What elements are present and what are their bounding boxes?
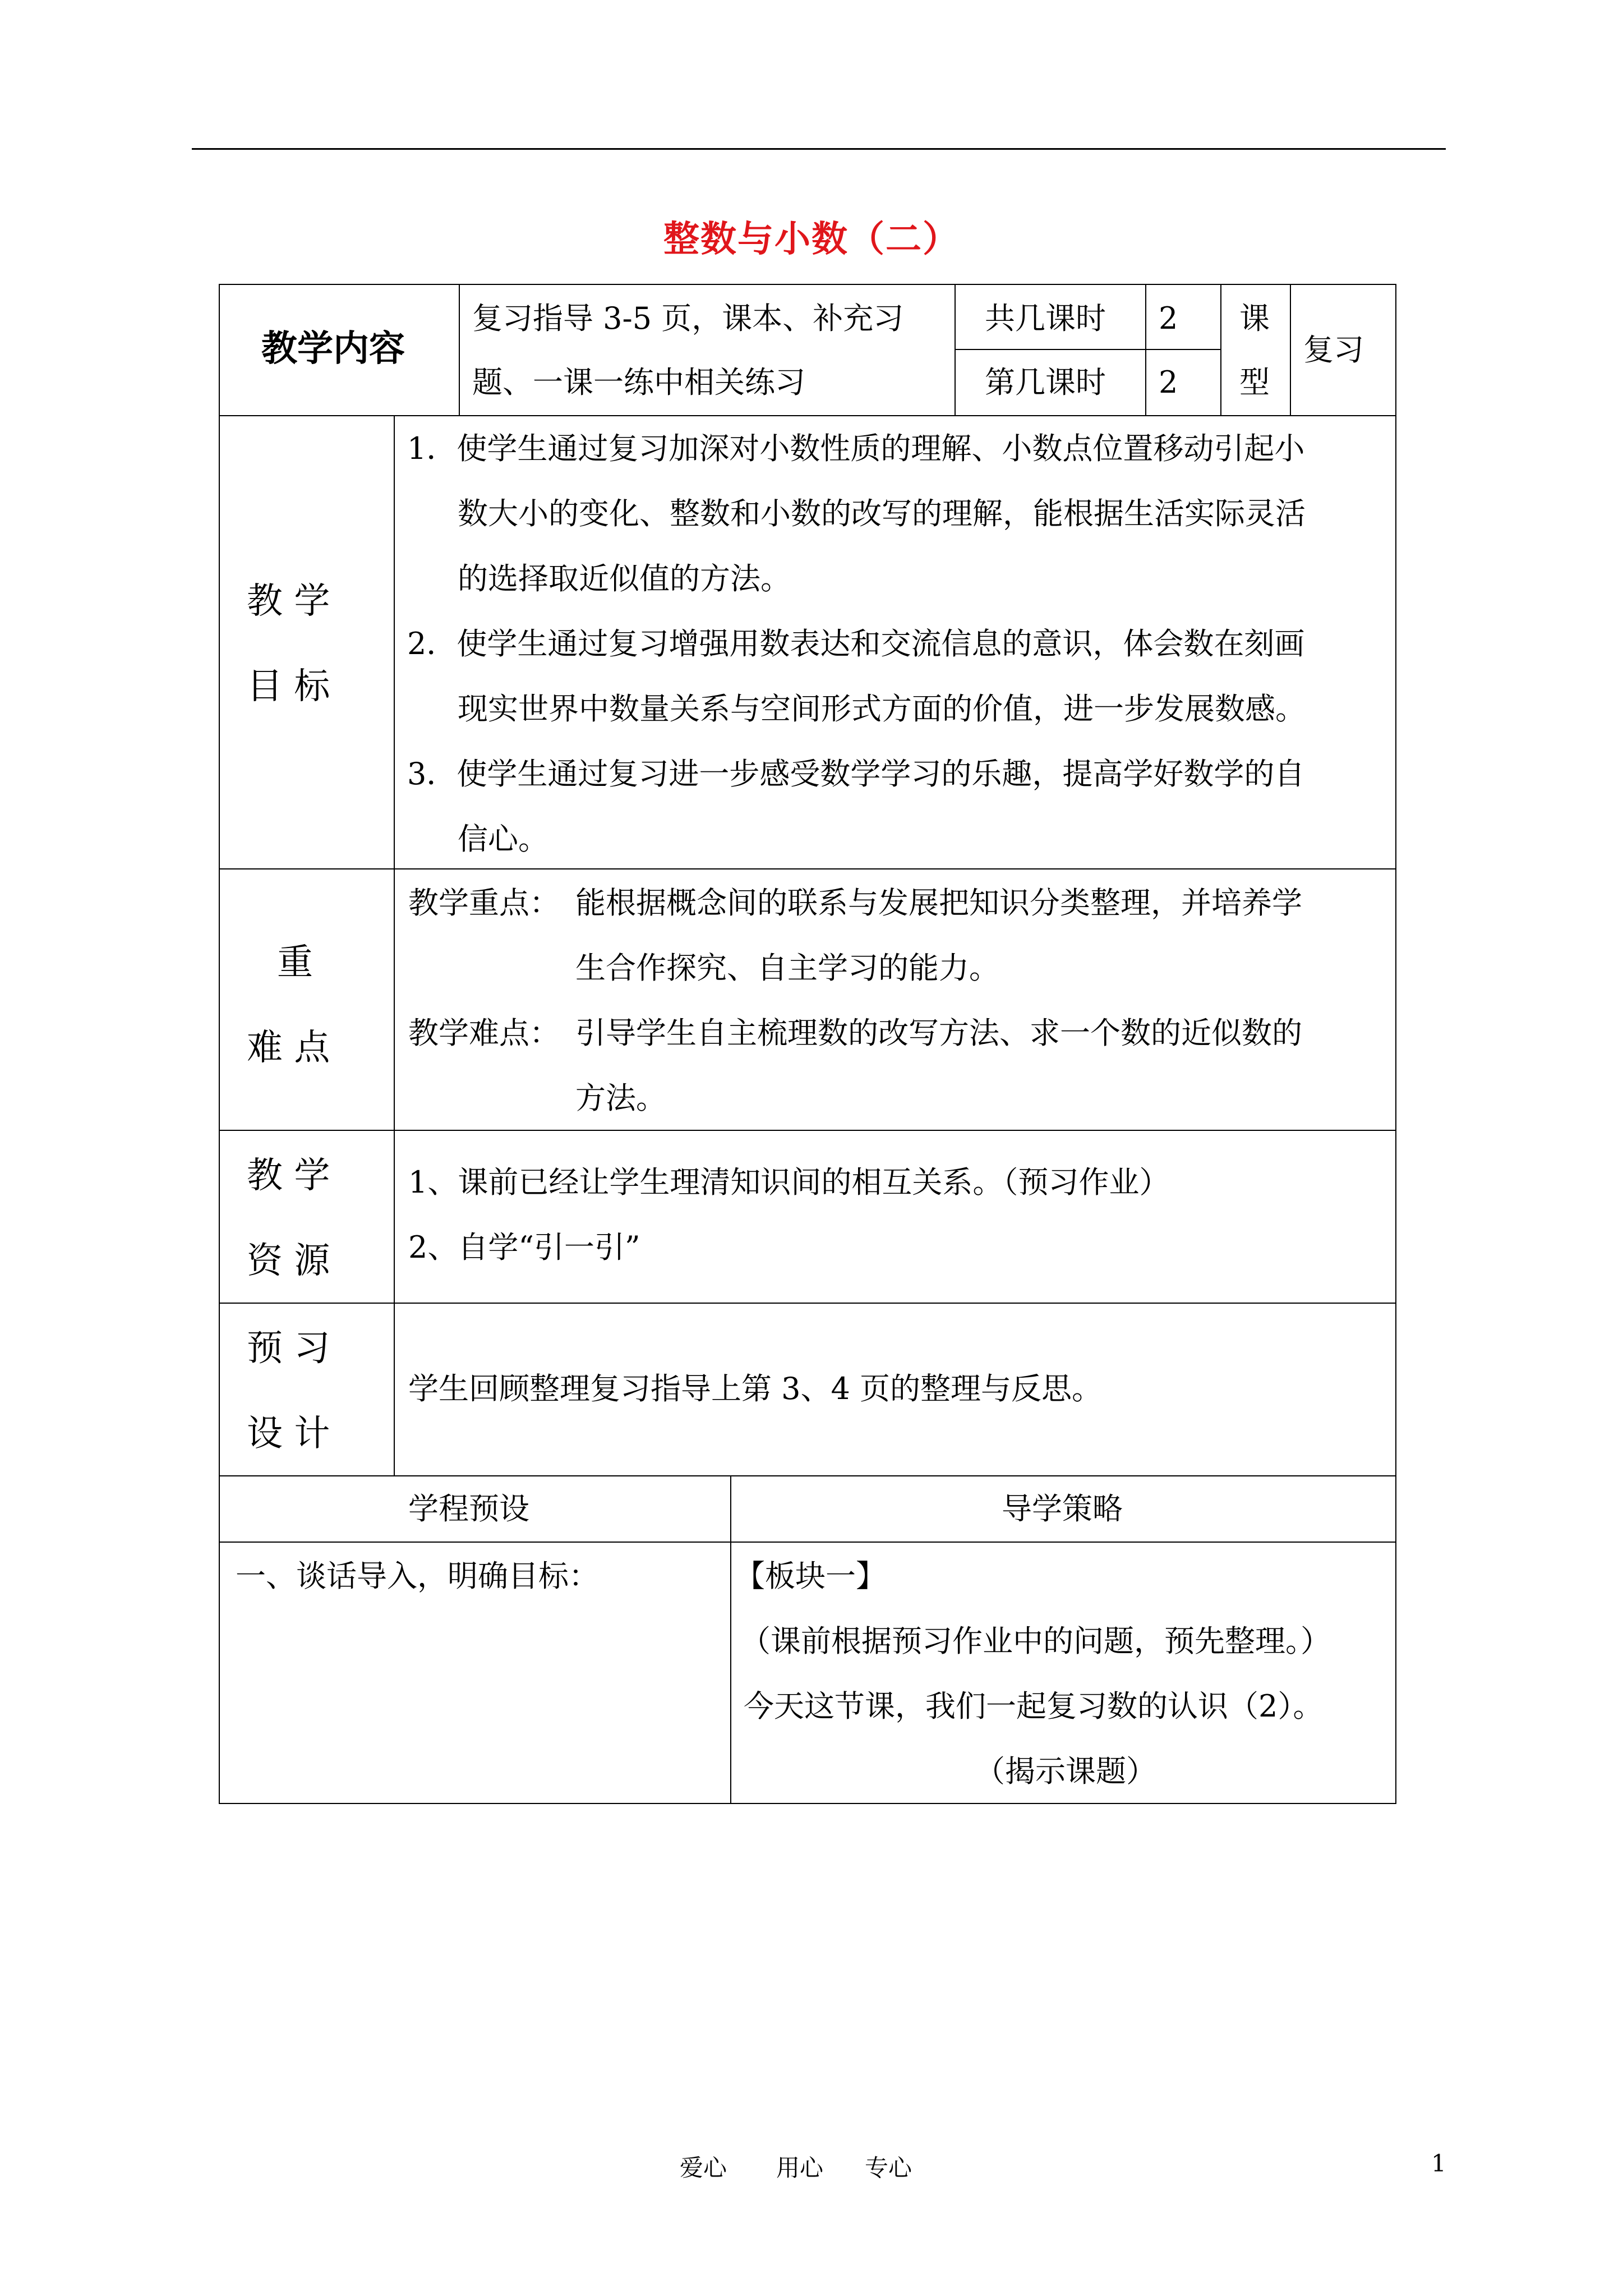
process-col-divider	[730, 1475, 731, 1804]
footer-text-2: 用心	[776, 2154, 824, 2182]
objective-line: 3．使学生通过复习进一步感受数学学习的乐趣，提高学好数学的自	[407, 756, 1305, 792]
preview-label-bottom: 设 计	[247, 1413, 330, 1455]
objectives-label-top: 教 学	[247, 581, 330, 622]
col-divider	[459, 284, 460, 415]
label-col-divider	[394, 415, 395, 1475]
col-divider	[1290, 284, 1291, 415]
preview-label-top: 预 习	[247, 1328, 330, 1369]
key-point-line-1: 能根据概念间的联系与发展把知识分类整理，并培养学	[575, 885, 1302, 921]
type-value: 复习	[1303, 332, 1364, 367]
process-left-header: 学程预设	[408, 1491, 529, 1526]
nth-period-value: 2	[1159, 365, 1178, 400]
difficult-point-line-1: 引导学生自主梳理数的改写方法、求一个数的近似数的	[575, 1015, 1302, 1051]
type-label-top: 课	[1239, 301, 1270, 336]
difficult-point-line-2: 方法。	[575, 1080, 666, 1116]
col-divider	[1220, 284, 1221, 415]
key-point-line-2: 生合作探究、自主学习的能力。	[575, 950, 999, 986]
page-number: 1	[1431, 2150, 1446, 2177]
process-right-line-1: 【板块一】	[735, 1558, 886, 1594]
objective-line: 的选择取近似值的方法。	[458, 561, 791, 596]
keypoints-label-bottom: 难 点	[247, 1027, 330, 1069]
process-right-line-3: 今天这节课，我们一起复习数的认识（2）。	[744, 1688, 1324, 1724]
preview-text: 学生回顾整理复习指导上第 3、4 页的整理与反思。	[408, 1371, 1103, 1406]
total-periods-label: 共几课时	[985, 301, 1106, 336]
resource-line-1: 1、课前已经让学生理清知识间的相互关系。（预习作业）	[408, 1165, 1170, 1200]
content-line-2: 题、一课一练中相关练习	[472, 365, 805, 400]
footer-text-1: 爱心	[680, 2154, 727, 2182]
content-label: 教学内容	[261, 328, 405, 370]
col-divider	[1145, 284, 1146, 415]
difficult-point-label: 教学难点：	[408, 1015, 560, 1051]
objective-line: 2．使学生通过复习增强用数表达和交流信息的意识，体会数在刻画	[407, 626, 1305, 661]
row-divider	[219, 1303, 1396, 1304]
row-divider	[219, 1130, 1396, 1131]
col-divider	[955, 284, 956, 415]
key-point-label: 教学重点：	[408, 885, 560, 921]
footer-text-3: 专心	[865, 2154, 912, 2182]
objective-line: 1．使学生通过复习加深对小数性质的理解、小数点位置移动引起小	[407, 431, 1305, 466]
objective-line: 现实世界中数量关系与空间形式方面的价值，进一步发展数感。	[458, 691, 1306, 726]
header-rule	[192, 148, 1446, 150]
resources-label-top: 教 学	[247, 1155, 330, 1197]
row-divider	[219, 1542, 1396, 1543]
resource-line-2: 2、自学“引一引”	[408, 1230, 640, 1265]
total-periods-value: 2	[1159, 301, 1178, 336]
objectives-label-bottom: 目 标	[247, 666, 330, 707]
type-label-bottom: 型	[1239, 365, 1270, 400]
process-right-line-2: （课前根据预习作业中的问题，预先整理。）	[740, 1623, 1331, 1659]
row-divider	[219, 868, 1396, 869]
row-divider	[219, 1475, 1396, 1476]
process-right-line-4: （揭示课题）	[975, 1754, 1156, 1789]
process-right-header: 导学策略	[1002, 1491, 1123, 1526]
nth-period-label: 第几课时	[985, 365, 1106, 400]
process-left-line-1: 一、谈话导入，明确目标：	[236, 1558, 599, 1594]
page-title: 整数与小数（二）	[663, 218, 960, 260]
keypoints-label-top: 重	[277, 942, 313, 983]
objective-line: 信心。	[458, 821, 548, 857]
content-line-1: 复习指导 3-5 页，课本、补充习	[472, 301, 904, 336]
objective-line: 数大小的变化、整数和小数的改写的理解，能根据生活实际灵活	[458, 496, 1306, 531]
resources-label-bottom: 资 源	[247, 1240, 330, 1282]
